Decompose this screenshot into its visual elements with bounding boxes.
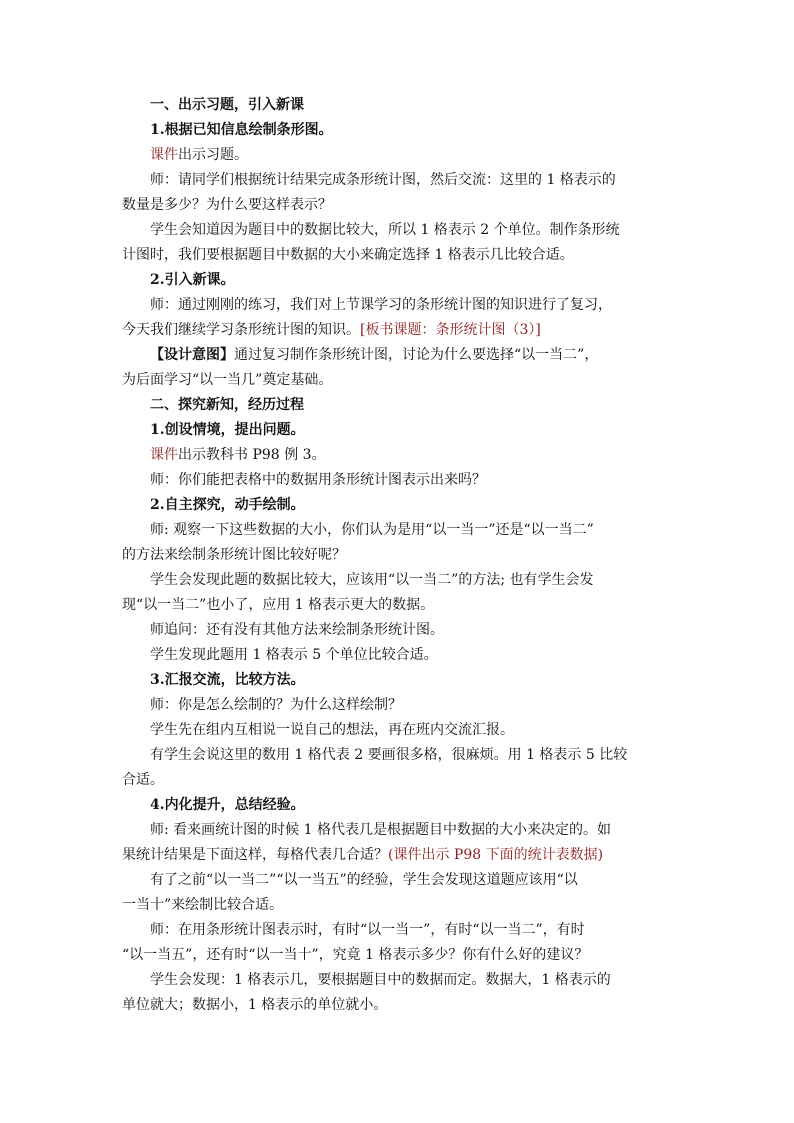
text-segment: 一当十”来绘制比较合适。	[122, 897, 284, 913]
paragraph-line	[122, 893, 682, 918]
paragraph-line	[122, 168, 682, 193]
text-segment: 一、出示习题，引入新课	[150, 97, 304, 113]
courseware-annotation: (课件出示 P98 下面的统计表数据)	[388, 847, 604, 863]
paragraph-line	[122, 218, 682, 243]
text-segment: 出示习题。	[178, 147, 248, 163]
text-segment: 师：你是怎么绘制的？为什么这样绘制？	[150, 697, 402, 713]
text-segment: 有了之前“以一当二”“以一当五”的经验，学生会发现这道题应该用“以	[150, 872, 578, 888]
text-segment: 现“以一当二”也小了，应用 1 格表示更大的数据。	[122, 597, 435, 613]
courseware-annotation: 课件	[150, 447, 178, 463]
text-segment: 计图时，我们要根据题目中数据的大小来确定选择 1 格表示几比较合适。	[122, 247, 574, 263]
text-segment: 师：你们能把表格中的数据用条形统计图表示出来吗？	[150, 472, 486, 488]
text-segment: 出示教科书 P98 例 3。	[178, 447, 326, 463]
text-segment: 1.创设情境，提出问题。	[150, 422, 305, 438]
paragraph-line	[122, 518, 682, 543]
text-segment: 学生会发现此题的数据比较大，应该用“以一当二”的方法; 也有学生会发	[150, 572, 594, 588]
section-heading	[122, 418, 682, 443]
lesson-plan-page	[122, 93, 682, 1018]
text-segment: 3.汇报交流，比较方法。	[150, 672, 305, 688]
text-segment: 师追问：还有没有其他方法来绘制条形统计图。	[150, 622, 444, 638]
text-segment: 学生先在组内互相说一说自己的想法，再在班内交流汇报。	[150, 722, 514, 738]
text-segment: 学生会发现：1 格表示几，要根据题目中的数据而定。数据大，1 格表示的	[150, 972, 611, 988]
text-segment: 二、探究新知，经历过程	[150, 397, 304, 413]
paragraph-line	[122, 293, 682, 318]
text-segment: 合适。	[122, 772, 164, 788]
text-segment: 师：请同学们根据统计结果完成条形统计图，然后交流：这里的 1 格表示的	[150, 172, 616, 188]
paragraph-line	[122, 318, 682, 343]
text-segment: 有学生会说这里的数用 1 格代表 2 要画很多格，很麻烦。用 1 格表示 5 比较	[150, 747, 628, 763]
paragraph-line	[122, 193, 682, 218]
paragraph-line	[122, 593, 682, 618]
paragraph-line	[122, 468, 682, 493]
text-segment: 2.引入新课。	[150, 272, 235, 288]
text-segment: 1.根据已知信息绘制条形图。	[150, 122, 333, 138]
paragraph-line	[122, 918, 682, 943]
text-segment: “以一当五”，还有时“以一当十”，究竟 1 格表示多少？你有什么好的建议？	[122, 947, 589, 963]
paragraph-line	[122, 968, 682, 993]
courseware-annotation: [板书课题：条形统计图（3）]	[360, 322, 541, 338]
paragraph-line	[122, 993, 682, 1018]
section-heading	[122, 493, 682, 518]
text-segment: 师：通过刚刚的练习，我们对上节课学习的条形统计图的知识进行了复习，	[150, 297, 612, 313]
paragraph-line	[122, 818, 682, 843]
paragraph-line	[122, 768, 682, 793]
text-segment: 师：在用条形统计图表示时，有时“以一当一”，有时“以一当二”，有时	[150, 922, 585, 938]
text-segment: 通过复习制作条形统计图，讨论为什么要选择“以一当二”，	[234, 347, 599, 363]
section-heading	[122, 268, 682, 293]
paragraph-line	[122, 243, 682, 268]
text-segment: 4.内化提升，总结经验。	[150, 797, 305, 813]
text-segment: 【设计意图】	[150, 347, 234, 363]
paragraph-line	[122, 568, 682, 593]
paragraph-line	[122, 868, 682, 893]
text-segment: 为后面学习“以一当几”奠定基础。	[122, 372, 333, 388]
paragraph-line	[122, 693, 682, 718]
paragraph-line	[122, 143, 682, 168]
section-heading	[122, 118, 682, 143]
courseware-annotation: 课件	[150, 147, 178, 163]
paragraph-line	[122, 943, 682, 968]
section-heading	[122, 393, 682, 418]
section-heading	[122, 668, 682, 693]
text-segment: 单位就大；数据小，1 格表示的单位就小。	[122, 997, 388, 1013]
paragraph-line	[122, 543, 682, 568]
text-segment: 2.自主探究，动手绘制。	[150, 497, 305, 513]
paragraph-line	[122, 368, 682, 393]
paragraph-line	[122, 443, 682, 468]
text-segment: 果统计结果是下面这样，每格代表几合适？	[122, 847, 388, 863]
paragraph-line	[122, 718, 682, 743]
text-segment: 的方法来绘制条形统计图比较好呢？	[122, 547, 346, 563]
paragraph-line	[122, 743, 682, 768]
text-segment: 数量是多少？为什么要这样表示？	[122, 197, 332, 213]
section-heading	[122, 93, 682, 118]
text-segment: 学生会知道因为题目中的数据比较大，所以 1 格表示 2 个单位。制作条形统	[150, 222, 620, 238]
text-segment: 今天我们继续学习条形统计图的知识。	[122, 322, 360, 338]
text-segment: 师: 观察一下这些数据的大小，你们认为是用“以一当一”还是“以一当二”	[150, 522, 594, 538]
paragraph-line	[122, 343, 682, 368]
text-segment: 师: 看来画统计图的时候 1 格代表几是根据题目中数据的大小来决定的。如	[150, 822, 611, 838]
paragraph-line	[122, 843, 682, 868]
paragraph-line	[122, 643, 682, 668]
section-heading	[122, 793, 682, 818]
text-segment: 学生发现此题用 1 格表示 5 个单位比较合适。	[150, 647, 438, 663]
paragraph-line	[122, 618, 682, 643]
